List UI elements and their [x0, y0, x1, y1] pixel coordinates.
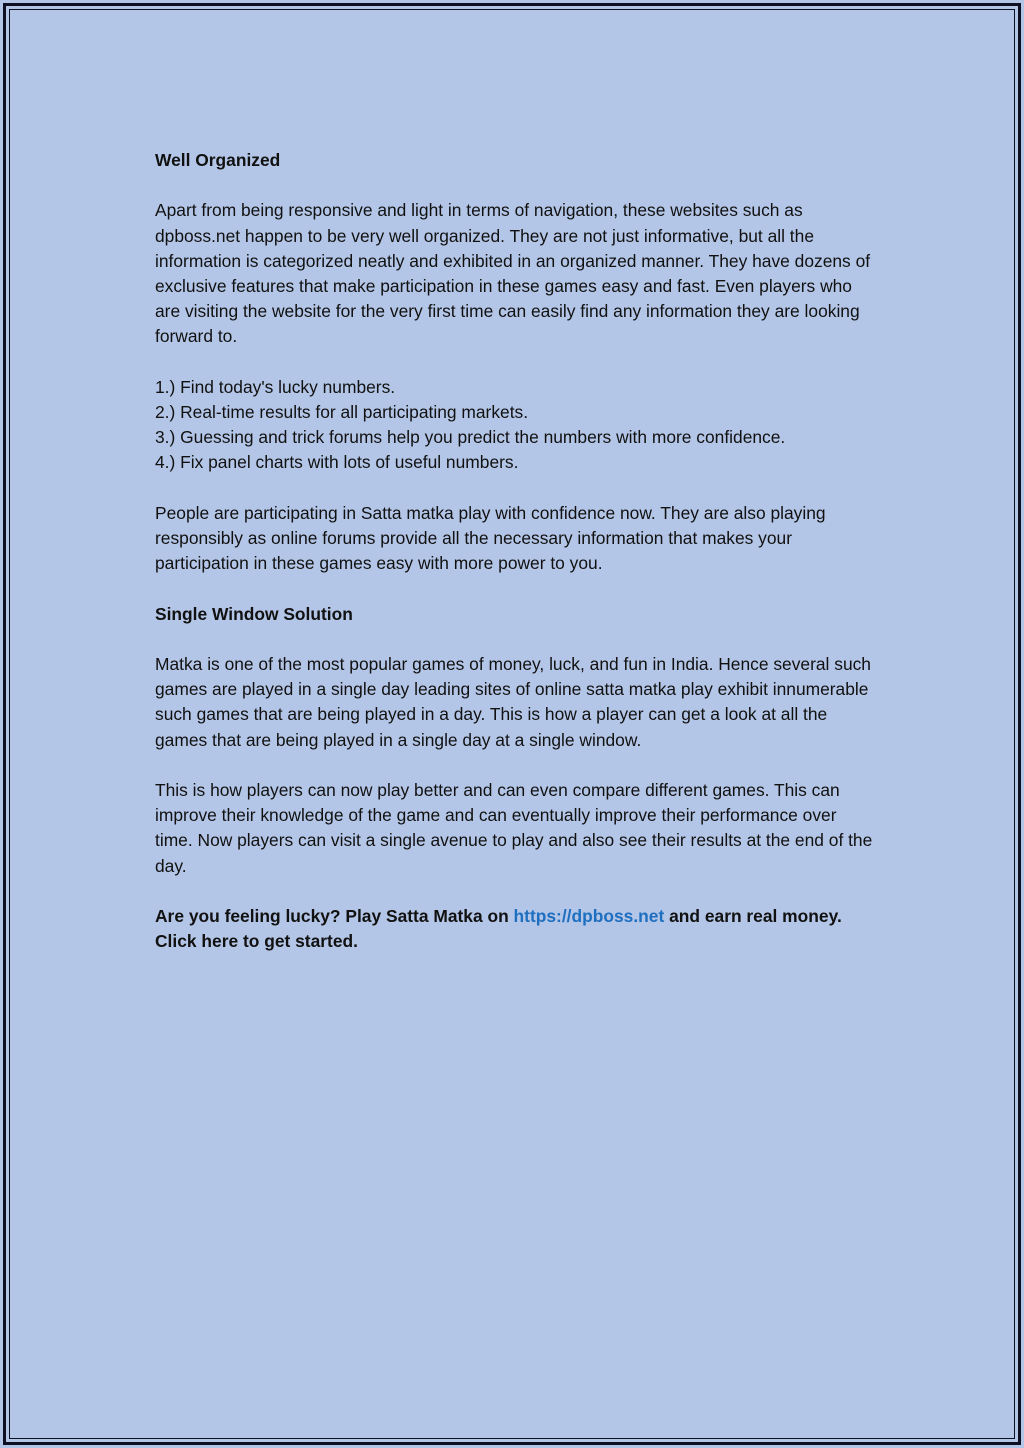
paragraph-well-organized: Apart from being responsive and light in terms of navigation, these websites such as dpboss.net happen to be very well organized. They are not just informative, but all the information is categorized neatly and exhibited in an organized manner. They have dozens of exclusive features that make participation in these games easy and fast. Even players who are visiting the website for the very first time can easily find any information they are looking forward to. — [155, 200, 871, 347]
feature-list — [155, 375, 875, 476]
dpboss-link[interactable]: https://dpboss.net — [513, 905, 665, 926]
paragraph-matka-popular: Matka is one of the most popular games of money, luck, and fun in India. Hence several such games are played in a single day leading sites of online satta matka play exhibit innumerable such games that are being played in a day. This is how a player can get a look at all the games that are being played in a single day at a single window. — [155, 653, 871, 750]
section-heading-single-window: Single Window Solution — [155, 603, 353, 624]
document-body — [155, 148, 875, 980]
cta-prefix: Are you feeling lucky? Play Satta Matka on — [155, 905, 514, 926]
section-heading-well-organized: Well Organized — [155, 150, 281, 170]
list-item: 4.) Fix panel charts with lots of useful numbers. — [155, 452, 519, 473]
call-to-action — [155, 904, 875, 954]
cta-suffix: and earn real money. Click here to get started. — [155, 905, 842, 952]
paragraph-play-better: This is how players can now play better and can even compare different games. This can improve their knowledge of the game and can eventually improve their performance over time. Now players can visit a single avenue to play and also see their results at the end of the day. — [155, 779, 873, 876]
list-item: 2.) Real-time results for all participating markets. — [155, 402, 529, 422]
paragraph-participation: People are participating in Satta matka play with confidence now. They are also playing responsibly as online forums provide all the necessary information that makes your participation in these games easy with more power to you. — [155, 502, 826, 574]
list-item: 3.) Guessing and trick forums help you predict the numbers with more confidence. — [155, 427, 786, 448]
list-item: 1.) Find today's lucky numbers. — [155, 376, 396, 397]
